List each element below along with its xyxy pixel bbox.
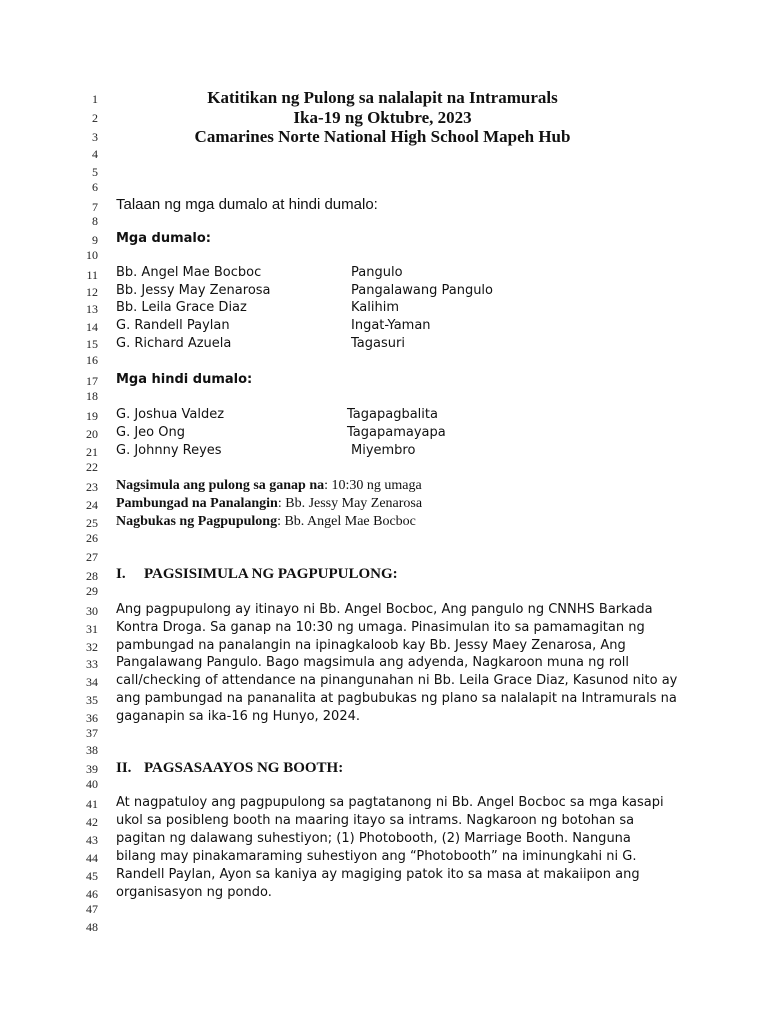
absent-role: Tagapagbalita [347, 407, 438, 422]
school-name: Camarines Norte National High School Mapeh Hub [194, 127, 571, 146]
present-role: Ingat-Yaman [351, 318, 431, 333]
absent-label: Mga hindi dumalo: [116, 372, 253, 387]
line-number: 48 [86, 920, 98, 934]
meeting-info-label: Nagbukas ng Pagpupulong [116, 514, 278, 529]
section-title: PAGSISIMULA NG PAGPUPULONG: [144, 566, 398, 582]
line-number: 30 [86, 604, 98, 618]
line-number: 15 [86, 337, 98, 351]
line-number: 39 [86, 762, 98, 776]
line-number: 11 [86, 268, 98, 282]
line-number: 10 [86, 248, 98, 262]
line-number: 1 [92, 92, 98, 106]
section-number: II. [116, 760, 132, 776]
present-name: Bb. Leila Grace Diaz [116, 300, 247, 315]
line-number: 40 [86, 777, 98, 791]
section-heading [116, 566, 398, 583]
paragraph-line: call/checking of attendance na pinangunahan ni Bb. Leila Grace Diaz, Kasunod nito ay [116, 673, 678, 688]
line-number: 4 [92, 147, 98, 161]
line-number: 41 [86, 797, 98, 811]
absent-name: G. Joshua Valdez [116, 407, 225, 422]
present-role: Tagasuri [351, 336, 405, 351]
line-number: 3 [92, 130, 98, 144]
line-number: 35 [86, 693, 98, 707]
line-number: 43 [86, 833, 98, 847]
line-number: 42 [86, 815, 98, 829]
section-title: PAGSASAAYOS NG BOOTH: [144, 760, 344, 776]
line-number: 24 [86, 498, 98, 512]
present-label: Mga dumalo: [116, 231, 212, 246]
line-number: 46 [86, 887, 98, 901]
line-number: 25 [86, 516, 98, 530]
absent-name: G. Jeo Ong [116, 425, 185, 440]
line-number: 38 [86, 743, 98, 757]
present-name: G. Randell Paylan [116, 318, 230, 333]
line-number: 9 [92, 233, 98, 247]
paragraph-line: ukol sa posibleng booth na maaring itayo sa intrams. Nagkaroon ng botohan sa [116, 813, 635, 828]
paragraph-line: pagitan ng dalawang suhestiyon; (1) Photobooth, (2) Marriage Booth. Nanguna [116, 831, 631, 846]
line-number: 12 [86, 285, 98, 299]
line-number: 5 [92, 165, 98, 179]
absent-name: G. Johnny Reyes [116, 443, 222, 458]
absent-role: Tagapamayapa [347, 425, 446, 440]
line-number: 32 [86, 640, 98, 654]
meeting-info-value: : 10:30 ng umaga [324, 478, 422, 493]
paragraph-line: Kontra Droga. Sa ganap na 10:30 ng umaga. Pinasimulan ito sa pamamagitan ng [116, 620, 645, 635]
paragraph-line: Randell Paylan, Ayon sa kaniya ay magiging patok ito sa masa at makaiipon ang [116, 867, 640, 882]
paragraph-line: bilang may pinakamaraming suhestiyon ang “Photobooth” na iminungkahi ni G. [116, 849, 637, 864]
line-number: 6 [92, 180, 98, 194]
line-number: 36 [86, 711, 98, 725]
section-number: I. [116, 566, 126, 582]
line-number: 19 [86, 409, 98, 423]
line-number: 18 [86, 389, 98, 403]
line-number: 31 [86, 622, 98, 636]
present-name: Bb. Angel Mae Bocboc [116, 265, 262, 280]
paragraph-line: organisasyon ng pondo. [116, 885, 272, 900]
paragraph-line: At nagpatuloy ang pagpupulong sa pagtatanong ni Bb. Angel Bocboc sa mga kasapi [116, 795, 664, 810]
line-number: 28 [86, 569, 98, 583]
paragraph-line: gaganapin sa ika-16 ng Hunyo, 2024. [116, 709, 360, 724]
meeting-opener [116, 514, 416, 530]
line-number: 34 [86, 675, 98, 689]
paragraph-line: ang pambungad na pananalita at pagbubukas ng plano sa nalalapit na Intramurals na [116, 691, 677, 706]
opening-prayer [116, 496, 422, 512]
absent-role: Miyembro [351, 443, 416, 458]
line-number: 20 [86, 427, 98, 441]
line-number: 14 [86, 320, 98, 334]
meeting-date: Ika-19 ng Oktubre, 2023 [293, 108, 472, 127]
line-number: 7 [92, 200, 98, 214]
line-number: 23 [86, 480, 98, 494]
paragraph-line: pambungad na panalangin na ipinagkaloob kay Bb. Jessy Maey Zenarosa, Ang [116, 638, 626, 653]
line-number: 47 [86, 902, 98, 916]
document-title: Katitikan ng Pulong sa nalalapit na Intramurals [207, 88, 558, 107]
present-name: Bb. Jessy May Zenarosa [116, 283, 271, 298]
line-number: 29 [86, 584, 98, 598]
line-number: 13 [86, 302, 98, 316]
line-number: 21 [86, 445, 98, 459]
paragraph-line: Pangalawang Pangulo. Bago magsimula ang adyenda, Nagkaroon muna ng roll [116, 655, 630, 670]
meeting-info-label: Nagsimula ang pulong sa ganap na [116, 478, 325, 493]
meeting-start-time [116, 478, 422, 494]
line-number: 17 [86, 374, 98, 388]
line-number: 16 [86, 353, 98, 367]
present-name: G. Richard Azuela [116, 336, 232, 351]
present-role: Pangulo [351, 265, 403, 280]
meeting-info-value: : Bb. Angel Mae Bocboc [277, 514, 416, 529]
attendance-heading: Talaan ng mga dumalo at hindi dumalo: [116, 196, 378, 213]
line-number: 33 [86, 657, 98, 671]
line-number: 37 [86, 726, 98, 740]
paragraph-line: Ang pagpupulong ay itinayo ni Bb. Angel Bocboc, Ang pangulo ng CNNHS Barkada [116, 602, 653, 617]
line-number: 27 [86, 550, 98, 564]
meeting-info-value: : Bb. Jessy May Zenarosa [277, 496, 423, 511]
line-number: 2 [92, 111, 98, 125]
present-role: Kalihim [351, 300, 400, 315]
section-heading [116, 760, 343, 777]
line-number: 22 [86, 460, 98, 474]
line-number: 8 [92, 214, 98, 228]
line-number: 45 [86, 869, 98, 883]
meeting-info-label: Pambungad na Panalangin [116, 496, 278, 511]
present-role: Pangalawang Pangulo [351, 283, 493, 298]
line-number: 26 [86, 531, 98, 545]
line-number: 44 [86, 851, 98, 865]
